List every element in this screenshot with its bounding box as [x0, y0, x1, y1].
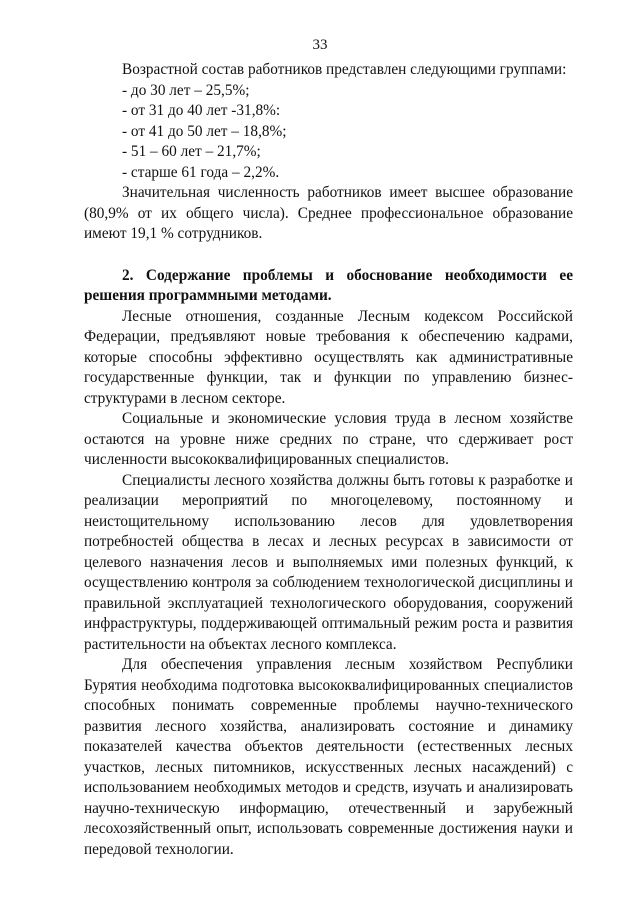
section-heading: 2. Содержание проблемы и обоснование необходимости ее решения программными методами.	[84, 266, 573, 304]
list-item: - от 31 до 40 лет -31,8%:	[122, 102, 281, 119]
education-paragraph: Значительная численность работников имеет высшее образование (80,9% от их общего числа). Среднее профессиональное образование имеют 19,1 % сотрудников.	[84, 184, 573, 242]
page-number: 33	[312, 37, 328, 53]
list-item: - от 41 до 50 лет – 18,8%;	[122, 122, 287, 140]
paragraph-forest-relations: Лесные отношения, созданные Лесным кодексом Российской Федерации, предъявляют новые требования к обеспечению кадрами, которые способны эффективно осуществлять как административные государственные функции, так и функции по управлению бизнес-структурами в лесном секторе.	[84, 307, 573, 407]
paragraph-working-conditions: Социальные и экономические условия труда в лесном хозяйстве остаются на уровне ниже средних по стране, что сдерживает рост численности высококвалифицированных специалистов.	[84, 410, 573, 468]
paragraph-specialists: Специалисты лесного хозяйства должны быть готовы к разработке и реализации мероприятий по многоцелевому, постоянному и неистощительному использованию лесов для удовлетворения потребностей общества в лесах и лесных ресурсах в зависимости от целевого назначения лесов и выполняемых ими полезных функций, к осуществлению контроля за соблюдением технологической дисциплины и правильной эксплуатацией технологического оборудования, сооружений инфраструктуры, поддерживающей оптимальный режим роста и развития растительности на объектах лесного комплекса.	[84, 471, 573, 653]
age-intro: Возрастной состав работников представлен следующими группами:	[122, 61, 567, 78]
list-item: - до 30 лет – 25,5%;	[122, 81, 250, 99]
section-spacer	[84, 245, 573, 266]
list-item: - старше 61 года – 2,2%.	[122, 163, 280, 181]
list-item: - 51 – 60 лет – 21,7%;	[122, 143, 261, 160]
age-groups-list	[84, 81, 573, 184]
paragraph-buryatia: Для обеспечения управления лесным хозяйством Республики Бурятия необходима подготовка высококвалифицированных специалистов способных понимать современные проблемы научно-технического развития лесного хозяйства, анализировать состояние и динамику показателей качества объектов деятельности (естественных лесных участков, лесных питомников, искусственных лесных насаждений) с использованием необходимых методов и средств, изучать и анализировать научно-техническую информацию, отечественный и зарубежный лесохозяйственный опыт, использовать современные достижения науки и передовой технологии.	[84, 656, 573, 858]
page-content	[84, 60, 573, 860]
